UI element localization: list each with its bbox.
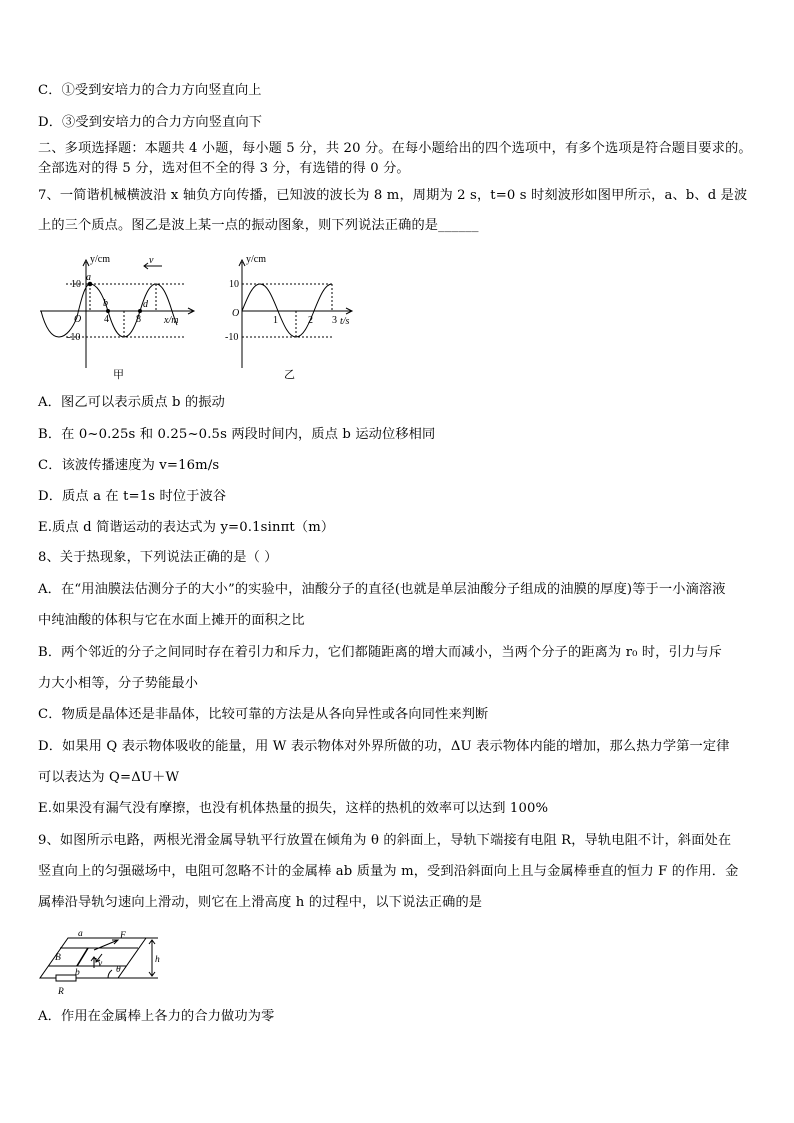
label-d: d — [143, 299, 148, 310]
q9-stem-line1: 9、如图所示电路，两根光滑金属导轨平行放置在倾角为 θ 的斜面上，导轨下端接有电阻 R，导轨电阻不计，斜面处在 — [38, 833, 732, 848]
label-b: b — [103, 298, 108, 309]
caption-jia: 甲 — [113, 369, 124, 381]
y-axis-label: y/cm — [90, 254, 110, 265]
point-b — [106, 309, 110, 313]
point-d — [138, 309, 142, 313]
q8-stem: 8、关于热现象，下列说法正确的是（ ） — [38, 550, 278, 565]
label-h: h — [155, 955, 160, 965]
label-a: a — [86, 272, 91, 283]
tick-10: 10 — [229, 279, 239, 290]
y-axis-label: y/cm — [246, 254, 266, 265]
label-v: v — [98, 959, 103, 969]
tick-2: 2 — [308, 315, 313, 326]
tick-neg10: -10 — [67, 332, 81, 343]
q8-option-b-line2: 力大小相等，分子势能最小 — [38, 676, 199, 691]
tick-4: 4 — [104, 314, 109, 325]
figure-incline-rails — [34, 924, 174, 1002]
q7-option-b: B．在 0~0.25s 和 0.25~0.5s 两段时间内，质点 b 运动位移相同 — [38, 427, 436, 442]
label-R: R — [58, 987, 64, 997]
tick-8: 8 — [136, 314, 141, 325]
q8-option-b-line1: B．两个邻近的分子之间同时存在着引力和斥力，它们都随距离的增大而减小，当两个分子的距离为 r₀ 时，引力与斥 — [38, 645, 722, 660]
t-axis-label: t/s — [340, 316, 350, 327]
origin-label: O — [232, 308, 240, 319]
q8-option-c: C．物质是晶体还是非晶体，比较可靠的方法是从各向异性或各向同性来判断 — [38, 707, 489, 722]
origin-label: O — [74, 314, 82, 325]
label-b: b — [75, 968, 80, 978]
q8-option-a-line2: 中纯油酸的体积与它在水面上摊开的面积之比 — [38, 613, 305, 628]
section-instructions: 全部选对的得 5 分，选对但不全的得 3 分，有选错的得 0 分。 — [38, 161, 410, 176]
q7-option-e: E.质点 d 简谐运动的表达式为 y=0.1sinπt（m） — [38, 520, 335, 535]
label-v: v — [149, 255, 154, 266]
tick-3: 3 — [332, 315, 337, 326]
q8-option-d-line2: 可以表达为 Q=ΔU＋W — [38, 770, 180, 785]
option-d-q6: D．③受到安培力的合力方向竖直向下 — [38, 115, 263, 130]
q8-option-a-line1: A．在“用油膜法估测分子的大小”的实验中，油酸分子的直径(也就是单层油酸分子组成的油膜的厚度)等于一小滴溶液 — [38, 582, 726, 597]
option-c-q6: C．①受到安培力的合力方向竖直向上 — [38, 83, 262, 98]
label-F: F — [120, 931, 126, 941]
resistor-R — [56, 975, 76, 981]
angle-arc — [108, 970, 112, 978]
caption-yi: 乙 — [284, 369, 295, 381]
x-axis-label: x/m — [164, 315, 179, 326]
label-B: B — [55, 953, 61, 963]
q9-stem-line3: 属棒沿导轨匀速向上滑动，则它在上滑高度 h 的过程中，以下说法正确的是 — [38, 895, 483, 910]
q7-stem-line2: 上的三个质点。图乙是波上某一点的振动图象，则下列说法正确的是______ — [38, 218, 479, 233]
tick-neg10: -10 — [225, 332, 239, 343]
label-a: a — [78, 929, 83, 939]
q8-option-e: E.如果没有漏气没有摩擦，也没有机体热量的损失，这样的热机的效率可以达到 100% — [38, 801, 549, 816]
q7-stem-line1: 7、一简谐机械横波沿 x 轴负方向传播，已知波的波长为 8 m，周期为 2 s，t=0 s 时刻波形如图甲所示，a、b、d 是波 — [38, 188, 748, 203]
q7-option-d: D．质点 a 在 t=1s 时位于波谷 — [38, 489, 227, 504]
section-heading: 二、多项选择题：本题共 4 小题，每小题 5 分，共 20 分。在每小题给出的四个选项中，有多个选项是符合题目要求的。 — [38, 141, 752, 156]
q7-option-c: C．该波传播速度为 v=16m/s — [38, 458, 220, 473]
metal-rod-ab — [77, 948, 88, 966]
q9-stem-line2: 竖直向上的匀强磁场中，电阻可忽略不计的金属棒 ab 质量为 m，受到沿斜面向上且与金属棒垂直的恒力 F 的作用．金 — [38, 864, 739, 879]
tick-1: 1 — [273, 315, 278, 326]
figure-wave-snapshot — [36, 250, 206, 385]
label-theta: θ — [116, 965, 121, 975]
figure-vibration-graph — [225, 250, 368, 385]
q7-option-a: A．图乙可以表示质点 b 的振动 — [38, 395, 225, 410]
q9-option-a: A．作用在金属棒上各力的合力做功为零 — [38, 1009, 275, 1024]
tick-10: 10 — [71, 279, 81, 290]
q8-option-d-line1: D．如果用 Q 表示物体吸收的能量，用 W 表示物体对外界所做的功，ΔU 表示物体内能的增加，那么热力学第一定律 — [38, 739, 730, 754]
